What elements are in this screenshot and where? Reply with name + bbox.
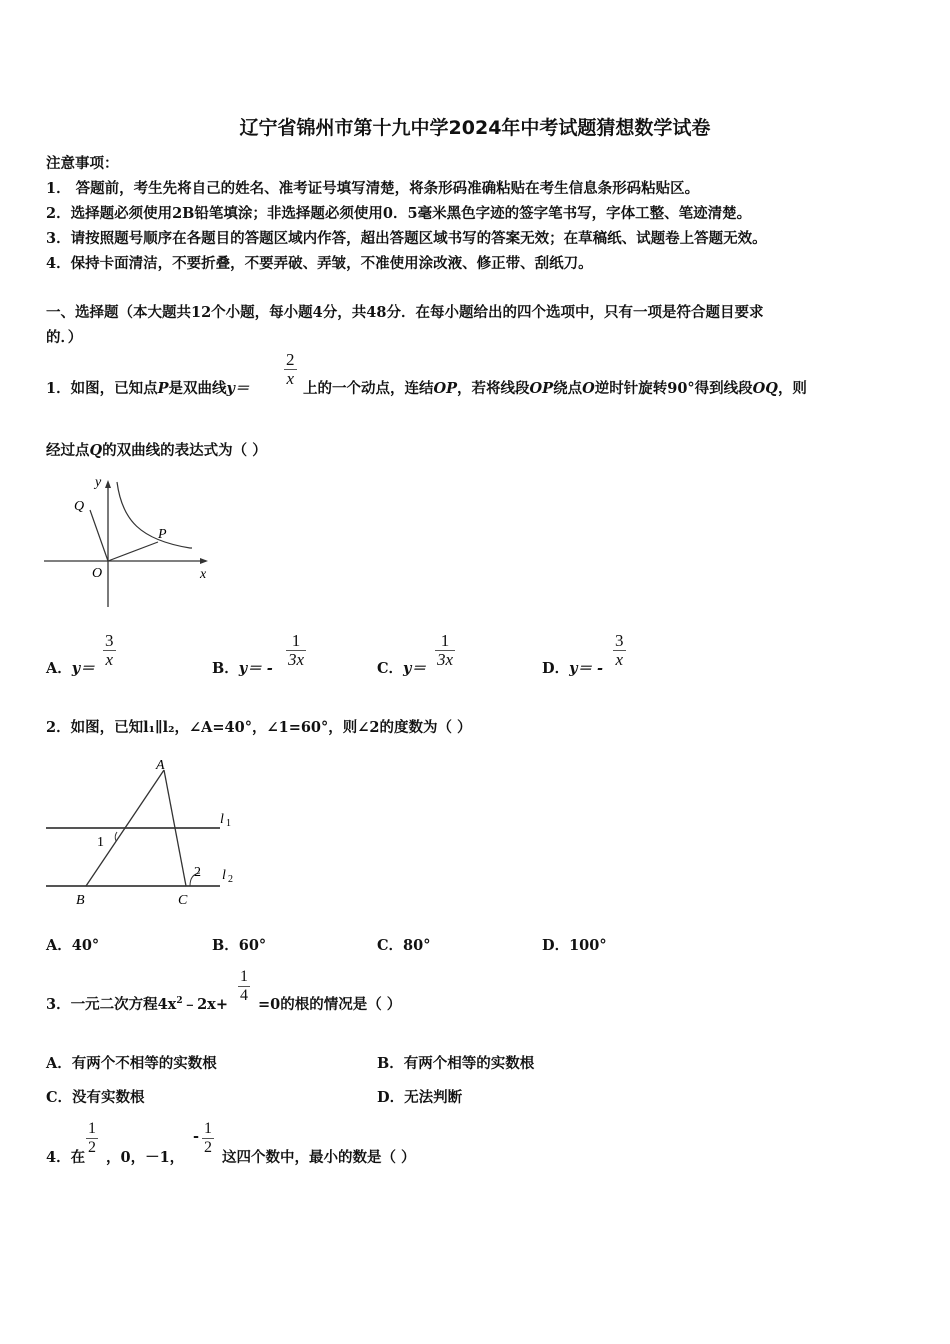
q3-option-d[interactable]: D．无法判断 [377, 1089, 463, 1106]
q1-option-d-y: y＝ - [569, 660, 604, 677]
q1-rest2: ，若将线段 [457, 380, 530, 397]
q1-segment-oq [90, 510, 108, 561]
q4-fraction-2 [202, 1120, 214, 1157]
notice-item-4: 4．保持卡面清洁，不要折叠，不要弄破、弄皱，不准使用涂改液、修正带、刮纸刀。 [46, 255, 593, 272]
q4-fraction-2-num: 1 [204, 1120, 212, 1137]
q3-mid: ﹣2x+ [182, 996, 228, 1013]
q1-option-a-den: x [105, 650, 114, 669]
q1-option-d-label: D． [542, 660, 570, 677]
q1-line1 [46, 377, 249, 398]
q4-fraction-1-num: 1 [88, 1120, 96, 1137]
q1-option-c[interactable] [377, 657, 426, 678]
q1-fraction [284, 351, 297, 388]
q4-fraction-1 [86, 1120, 98, 1157]
q3-prefix: 3．一元二次方程4x [46, 996, 177, 1013]
q1-line2a: 经过点 [46, 442, 90, 459]
q1-line2 [46, 439, 267, 460]
q4-fraction-1-den: 2 [88, 1139, 96, 1156]
q1-x-arrow [200, 558, 208, 564]
q1-option-a-num: 3 [105, 631, 114, 650]
q4-neg: - [193, 1128, 200, 1145]
q1-segment-op [108, 542, 158, 561]
q1-rest4: 逆时针旋转90°得到线段 [594, 380, 753, 397]
q1-figure [40, 470, 220, 615]
q1-option-a-label: A． [46, 660, 72, 677]
q1-label-y: y [95, 475, 102, 490]
q1-rest1: 上的一个动点，连结 [303, 380, 434, 397]
q1-option-b-y: y＝ - [238, 660, 273, 677]
q4-mid: ，0，－1， [106, 1149, 185, 1166]
q1-option-d-den: x [615, 650, 624, 669]
q1-option-c-y: y＝ [403, 660, 426, 677]
q1-line2b: 的双曲线的表达式为（ ） [102, 442, 267, 459]
q3-option-a[interactable]: A．有两个不相等的实数根 [46, 1055, 217, 1072]
q3-suffix: =0的根的情况是（ ） [258, 996, 402, 1013]
q1-label-q: Q [74, 499, 85, 514]
section-heading-line2: 的．） [46, 329, 83, 346]
q2-label-2: 2 [194, 865, 201, 880]
q1-line1-rest [303, 377, 807, 398]
q1-point-p: P [157, 380, 169, 397]
q1-option-b-den: 3x [288, 650, 305, 669]
q1-option-b-label: B． [212, 660, 239, 677]
q1-option-d[interactable] [542, 657, 603, 678]
notice-item-1: 1． 答题前，考生先将自己的姓名、准考证号填写清楚，将条形码准确粘贴在考生信息条形码粘贴区。 [46, 180, 700, 197]
q1-option-a-y: y＝ [71, 660, 95, 677]
q1-option-a-fraction [103, 632, 116, 669]
q1-label-p: P [158, 527, 167, 542]
q3-fraction-den: 4 [240, 987, 248, 1004]
q1-fraction-num: 2 [286, 350, 295, 369]
q1-rest5: ，则 [777, 380, 807, 397]
q2-label-l1-sub: 1 [226, 818, 231, 829]
q1-oq: OQ [752, 380, 778, 397]
q1-op: OP [433, 380, 458, 397]
q2-label-l1: l [220, 812, 224, 827]
q1-fraction-den: x [286, 369, 295, 388]
q1-prefix: 1．如图，已知点 [46, 380, 158, 397]
q1-q: Q [89, 442, 103, 459]
q1-option-b[interactable] [212, 657, 273, 678]
notice-heading: 注意事项： [46, 155, 119, 172]
q3-text-start [46, 993, 228, 1014]
q2-label-c: C [178, 893, 188, 908]
section-heading-line1: 一、选择题（本大题共12个小题，每小题4分，共48分．在每小题给出的四个选项中，只有一项是符合题目要求 [46, 304, 764, 321]
q2-figure [40, 752, 240, 912]
q1-option-b-num: 1 [286, 632, 306, 651]
q1-op2: OP [529, 380, 554, 397]
q2-label-a: A [156, 758, 165, 773]
q3-fraction-num: 1 [240, 968, 248, 985]
q1-option-b-fraction [286, 632, 306, 669]
page-title: 辽宁省锦州市第十九中学2024年中考试题猜想数学试卷 [239, 117, 711, 139]
q1-option-d-num: 3 [615, 631, 624, 650]
q4-suffix: 这四个数中，最小的数是（ ） [222, 1149, 416, 1166]
q2-label-1: 1 [97, 835, 104, 850]
q1-option-c-den: 3x [437, 650, 454, 669]
q1-option-a[interactable] [46, 657, 95, 678]
q1-label-x: x [200, 567, 207, 582]
notice-item-2: 2．选择题必须使用2B铅笔填涂；非选择题必须使用0．5毫米黑色字迹的签字笔书写，字体工整、笔迹清楚。 [46, 205, 752, 222]
q1-option-c-num: 1 [435, 632, 455, 651]
q3-option-b[interactable]: B．有两个相等的实数根 [377, 1055, 535, 1072]
q1-option-c-fraction [435, 632, 455, 669]
q4-fraction-2-den: 2 [204, 1139, 212, 1156]
q1-o: O [582, 380, 595, 397]
q1-y-arrow [105, 480, 111, 488]
notice-item-3: 3．请按照题号顺序在各题目的答题区域内作答，超出答题区域书写的答案无效；在草稿纸、试题卷上答题无效。 [46, 230, 767, 247]
q1-y-eq: y＝ [226, 380, 250, 397]
q2-option-c[interactable]: C．80° [377, 937, 431, 954]
q3-fraction [238, 968, 250, 1005]
q3-sup: 2 [176, 996, 183, 1007]
q1-hyperbola [117, 482, 192, 548]
q2-label-l2: l [222, 868, 226, 883]
q1-is-on: 是双曲线 [168, 380, 227, 397]
q1-label-o: O [92, 566, 103, 581]
q3-option-c[interactable]: C．没有实数根 [46, 1089, 145, 1106]
q1-option-c-label: C． [377, 660, 404, 677]
q2-text: 2．如图，已知l₁∥l₂，∠A=40°，∠1=60°，则∠2的度数为（ ） [46, 719, 472, 736]
q2-option-a[interactable]: A．40° [46, 937, 100, 954]
q2-option-d[interactable]: D．100° [542, 937, 607, 954]
q2-label-l2-sub: 2 [228, 874, 233, 885]
q2-label-b: B [76, 893, 85, 908]
q4-prefix: 4．在 [46, 1149, 86, 1166]
q2-option-b[interactable]: B．60° [212, 937, 267, 954]
q1-option-d-fraction [613, 632, 626, 669]
q1-rest3: 绕点 [553, 380, 583, 397]
